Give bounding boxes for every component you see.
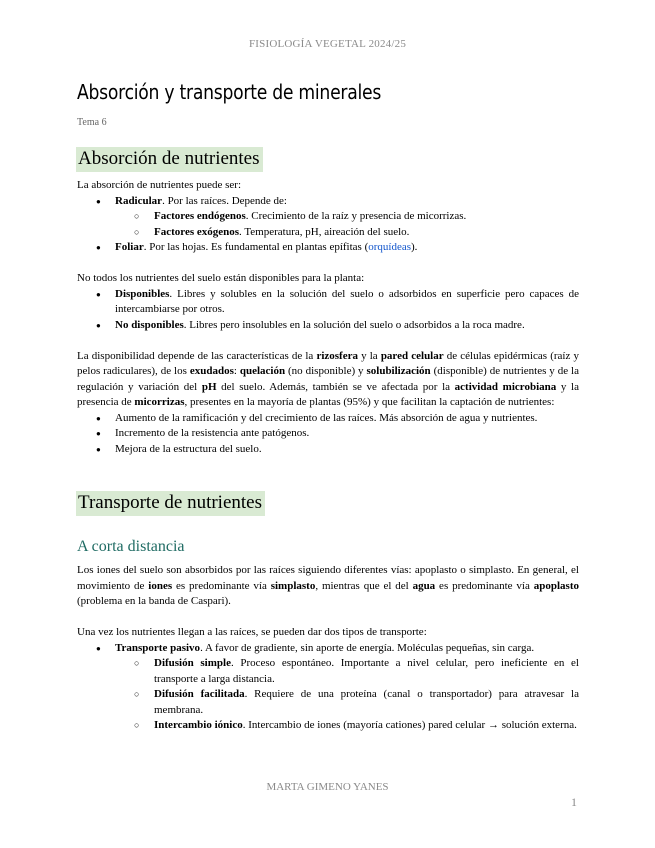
section-absorcion-body	[77, 178, 579, 457]
subsection-heading-corta-distancia: A corta distancia	[77, 538, 185, 555]
term: No disponibles	[115, 318, 184, 331]
list-item	[77, 687, 579, 718]
list-item-text: . Por las hojas. Es fundamental en plantas epífitas (	[143, 241, 369, 253]
list-item: ● Mejora de la estructura del suelo.	[77, 442, 579, 458]
list-item	[77, 656, 579, 687]
document-subtitle: Tema 6	[77, 117, 107, 128]
term: Foliar	[115, 241, 144, 253]
term: Disponibles	[115, 287, 170, 300]
list-item: ● Incremento de la resistencia ante patógenos.	[77, 426, 579, 442]
paragraph: No todos los nutrientes del suelo están disponibles para la planta:	[77, 272, 365, 284]
term: Difusión facilitada	[154, 688, 245, 700]
section-heading-transporte: Transporte de nutrientes	[76, 491, 265, 516]
term: Difusión simple	[154, 657, 231, 669]
list-item: ● Aumento de la ramificación y del crecimiento de las raíces. Más absorción de agua y nutrientes.	[77, 411, 579, 427]
page-header: FISIOLOGÍA VEGETAL 2024/25	[248, 38, 407, 50]
list-item	[77, 641, 579, 734]
list-item-text: . Intercambio de iones (mayoría cationes) pared celular → solución externa.	[242, 719, 577, 731]
document-title: Absorción y transporte de minerales	[77, 80, 382, 104]
list-item-text: . Requiere de una proteína (canal o transportador) para atravesar la membrana.	[154, 688, 579, 716]
list-item	[77, 287, 579, 318]
bullet-list	[77, 411, 579, 458]
list-item	[77, 318, 579, 334]
list-item	[77, 225, 579, 241]
list-item-text: ).	[411, 241, 418, 253]
list-item-text: . Crecimiento de la raíz y presencia de micorrizas.	[245, 210, 467, 222]
list-item	[77, 240, 579, 256]
page-number: 1	[571, 795, 577, 809]
list-item-text: . Libres pero insolubles en la solución del suelo o adsorbidos a la roca madre.	[183, 318, 525, 331]
list-item	[77, 718, 579, 734]
term: Factores endógenos	[154, 210, 246, 222]
list-item	[77, 209, 579, 225]
term: Radicular	[115, 194, 163, 207]
sub-list	[115, 209, 579, 240]
paragraph: La absorción de nutrientes puede ser:	[77, 179, 242, 191]
term: Factores exógenos	[154, 225, 240, 238]
bullet-list	[77, 194, 579, 256]
sub-list	[115, 656, 579, 734]
paragraph: Los iones del suelo son absorbidos por las raíces siguiendo diferentes vías: apoplasto o simplasto. En general, el movimiento de iones es predominante vía simplasto, mientras que el del agua es predominante vía apoplasto (problema en la banda de Caspari).	[77, 564, 579, 607]
list-item-text: . A favor de gradiente, sin aporte de energía. Moléculas pequeñas, sin carga.	[200, 641, 535, 654]
list-item-text: . Libres y solubles en la solución del suelo o adsorbidos en superficie pero capaces de intercambiarse por otros.	[115, 287, 579, 315]
bullet-list	[77, 287, 579, 334]
list-item-text: . Por las raíces. Depende de:	[162, 194, 287, 207]
section-heading-absorcion: Absorción de nutrientes	[76, 147, 263, 172]
page-footer: MARTA GIMENO YANES	[266, 781, 389, 793]
section-transporte-body	[77, 563, 579, 734]
paragraph: Una vez los nutrientes llegan a las raíces, se pueden dar dos tipos de transporte:	[77, 626, 427, 638]
list-item-text: . Temperatura, pH, aireación del suelo.	[239, 225, 410, 238]
list-item	[77, 194, 579, 241]
paragraph: La disponibilidad depende de las características de la rizosfera y la pared celular de células epidérmicas (raíz y pelos radiculares), de los exudados: quelación (no disponible) y solubilización (disponible) de nutrientes y de la regulación y variación del pH del suelo. Además, también se ve afectada por la actividad microbiana y la presencia de micorrizas, presentes en la mayoría de plantas (95%) y que facilitan la captación de nutrientes:	[77, 349, 579, 408]
term: Transporte pasivo	[115, 641, 201, 654]
orquideas-link[interactable]: orquídeas	[368, 241, 412, 253]
term: Intercambio iónico	[154, 719, 243, 731]
list-item-text: . Proceso espontáneo. Importante a nivel celular, pero ineficiente en el transporte a larga distancia.	[154, 657, 579, 685]
bullet-list	[77, 641, 579, 734]
